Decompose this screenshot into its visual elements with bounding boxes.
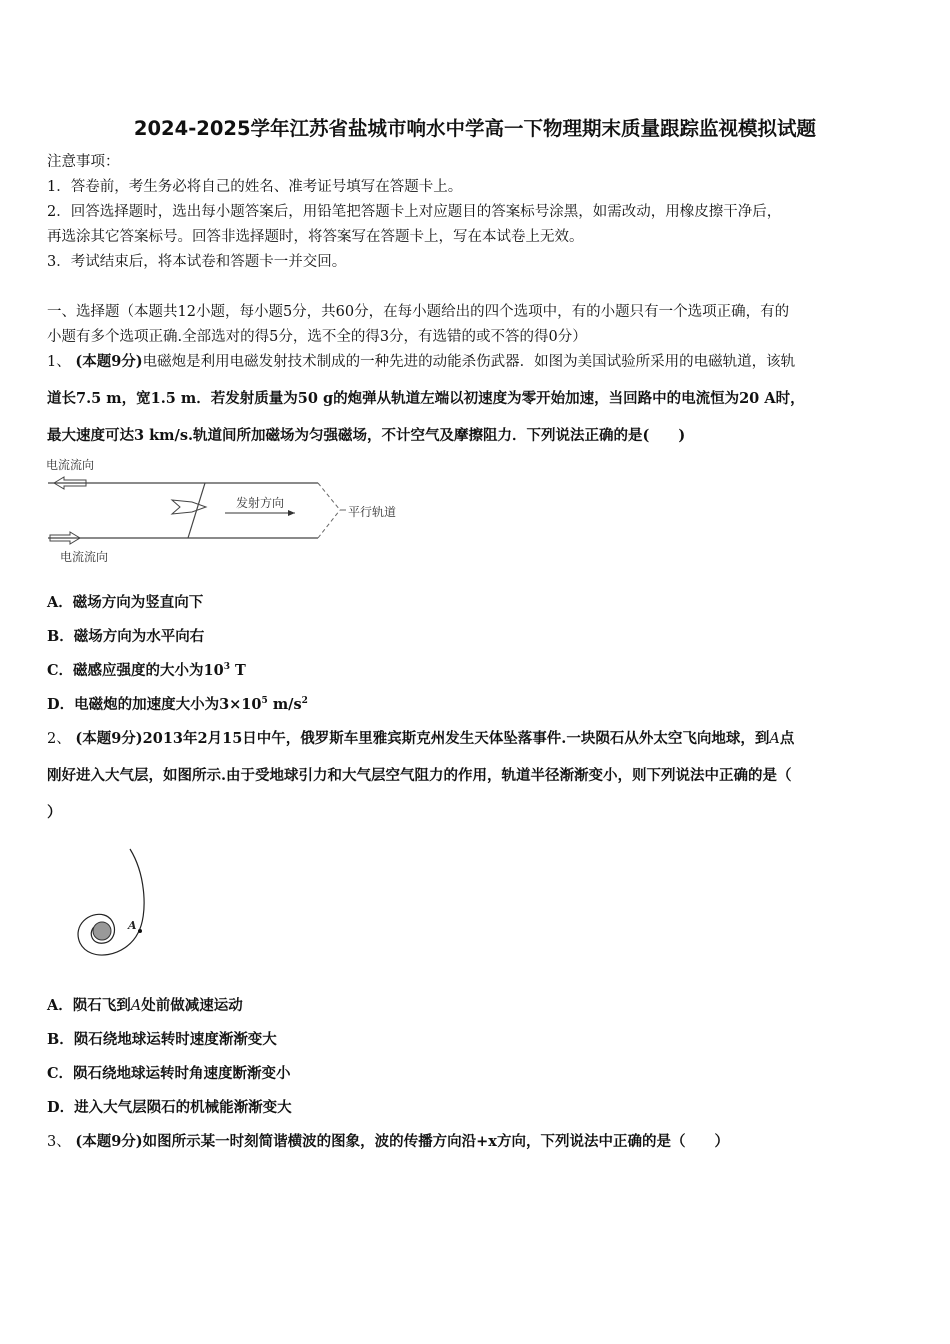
question-2-line: 刚好进入大气层，如图所示.由于受地球引力和大气层空气阻力的作用，轨道半径渐渐变小，则下列说法中正确的是（ — [47, 767, 792, 784]
earth — [93, 922, 111, 940]
label-parallel-rails: 平行轨道 — [348, 505, 397, 519]
question-number: 1、 — [47, 354, 71, 370]
question-1-line: 最大速度可达3 km/s.轨道间所加磁场为匀强磁场，不计空气及摩擦阻力．下列说法正确的是( ) — [47, 427, 686, 444]
spiral-orbit — [78, 849, 144, 955]
question-2-line: 2、 (本题9分)2013年2月15日中午，俄罗斯车里雅宾斯克州发生天体坠落事件.一块陨石从外太空飞向地球，到A点 — [47, 730, 795, 747]
section-heading: 一、选择题（本题共12小题，每小题5分，共60分，在每小题给出的四个选项中，有的小题只有一个选项正确，有的 — [47, 304, 790, 320]
option-c: C．磁感应强度的大小为$10^3$ T — [47, 662, 246, 679]
question-2-line: ） — [47, 804, 62, 821]
rail-end-dash — [318, 510, 340, 538]
label-point-a: A — [128, 919, 137, 932]
label-current-top: 电流流向 — [46, 458, 95, 472]
question-points: (本题9分) — [75, 353, 143, 370]
notes-item: 1．答卷前，考生务必将自己的姓名、准考证号填写在答题卡上。 — [47, 179, 463, 195]
label-current-bottom: 电流流向 — [60, 550, 109, 564]
question-1-line: 道长7.5 m，宽1.5 m．若发射质量为50 g的炮弹从轨道左端以初速度为零开始加速，当回路中的电流恒为20 A时， — [47, 390, 805, 407]
page-title: 2024-2025学年江苏省盐城市响水中学高一下物理期末质量跟踪监视模拟试题 — [133, 117, 817, 140]
option-a: A．陨石飞到A处前做减速运动 — [47, 997, 243, 1014]
option-d: D．进入大气层陨石的机械能渐渐变大 — [47, 1099, 292, 1116]
question-3-line — [47, 1132, 729, 1152]
question-text: 如图所示某一时刻简谐横波的图象，波的传播方向沿+x方向，下列说法中正确的是（ ） — [142, 1133, 729, 1150]
label-launch-direction: 发射方向 — [236, 496, 285, 510]
notes-item: 再选涂其它答案标号。回答非选择题时，将答案写在答题卡上，写在本试卷上无效。 — [47, 229, 584, 245]
meteorite-orbit-figure — [70, 845, 160, 970]
option-a: A．磁场方向为竖直向下 — [47, 594, 204, 611]
rail-end-dash — [318, 483, 340, 510]
question-points: (本题9分) — [75, 730, 143, 747]
option-b: B．磁场方向为水平向右 — [47, 628, 205, 645]
point-a — [138, 929, 142, 933]
question-text: 电磁炮是利用电磁发射技术制成的一种先进的动能杀伤武器．如图为美国试验所采用的电磁轨道，该轨 — [142, 354, 796, 370]
question-number: 2、 — [47, 731, 71, 747]
notes-item: 2．回答选择题时，选出每小题答案后，用铅笔把答题卡上对应题目的答案标号涂黑，如需改动，用橡皮擦干净后， — [47, 204, 782, 220]
notes-item: 3．考试结束后，将本试卷和答题卡一并交回。 — [47, 254, 347, 270]
railgun-figure — [40, 455, 420, 570]
section-heading-cont: 小题有多个选项正确.全部选对的得5分，选不全的得3分，有选错的或不答的得0分） — [47, 329, 587, 345]
notes-heading: 注意事项： — [47, 154, 120, 170]
option-c: C．陨石绕地球运转时角速度断渐变小 — [47, 1065, 291, 1082]
question-number: 3、 — [47, 1134, 71, 1150]
question-points: (本题9分) — [75, 1133, 143, 1150]
question-1-line — [47, 352, 795, 372]
projectile-shape — [172, 500, 206, 514]
option-d: D．电磁炮的加速度大小为$3\times 10^5$ $m/s^2$ — [47, 696, 308, 713]
question-text: 2013年2月15日中午，俄罗斯车里雅宾斯克州发生天体坠落事件.一块陨石从外太空飞向地球，到 — [142, 730, 770, 747]
direction-arrowhead — [288, 510, 295, 516]
option-b: B．陨石绕地球运转时速度渐渐变大 — [47, 1031, 277, 1048]
